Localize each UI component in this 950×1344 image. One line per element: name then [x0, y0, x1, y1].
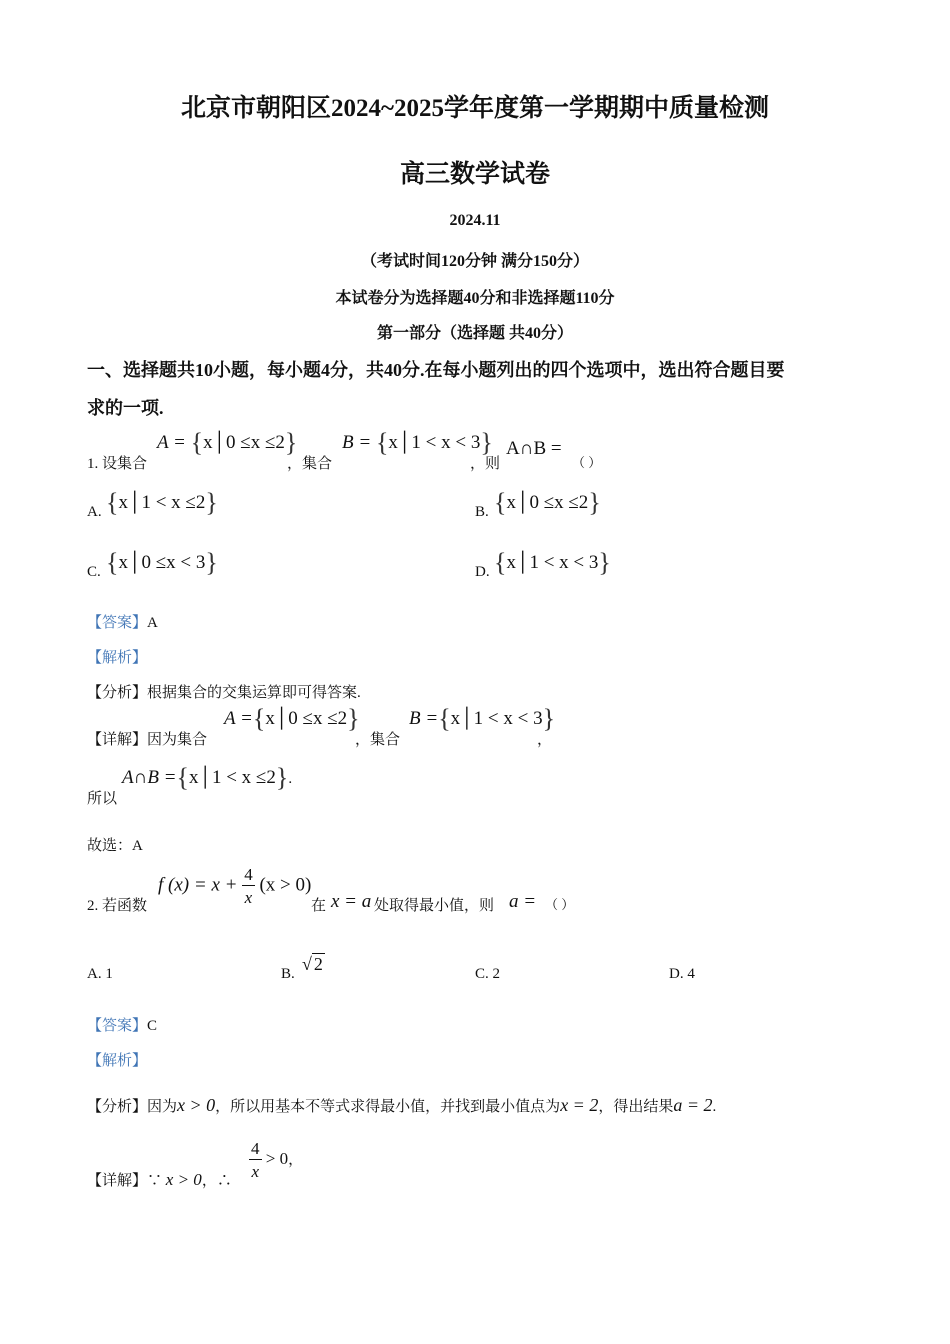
q2-option-b-value: 2: [313, 954, 323, 974]
q2-detail-end: ，: [288, 1151, 304, 1168]
q2-option-b-label: B.: [281, 966, 295, 982]
q1-set-b-body: x│1 < x < 3: [388, 432, 481, 453]
q1-option-a-body: x│1 < x ≤2: [118, 492, 206, 513]
score-info: 本试卷分为选择题40分和非选择题110分: [335, 290, 615, 307]
brace-close-icon: }: [480, 428, 493, 457]
q1-detail-set-b-body: x│1 < x < 3: [450, 708, 543, 729]
document-title: 北京市朝阳区2024~2025学年度第一学期期中质量检测: [180, 95, 769, 122]
q2-detail-fraction: [249, 1140, 262, 1180]
detail-tag: 【详解】: [87, 732, 148, 748]
brace-open-icon: {: [438, 704, 451, 733]
brace-close-icon: }: [205, 488, 218, 517]
q1-option-b: [494, 488, 601, 518]
q2-detail-frac-num: 4: [251, 1139, 260, 1158]
q2-mid: 在: [311, 898, 327, 914]
section-heading-line2: 求的一项.: [87, 398, 164, 418]
q1-detail-prefix: [87, 728, 207, 749]
brace-close-icon: }: [284, 428, 298, 457]
brace-open-icon: {: [106, 548, 119, 577]
brace-open-icon: {: [190, 428, 204, 457]
q2-option-d-value: 4: [687, 966, 695, 982]
sqrt-icon: √: [302, 954, 312, 974]
brace-open-icon: {: [176, 763, 189, 792]
q2-fenxi-c: ，得出结果: [598, 1099, 674, 1115]
q2-detail: [87, 1169, 232, 1190]
q1-detail-mid: ，集合: [355, 732, 401, 748]
q2-option-d-label: D.: [669, 966, 688, 982]
q1-mid2: ，则: [470, 456, 501, 472]
q1-set-a-lhs: A =: [157, 432, 186, 453]
q1-detail-prefix-text: 因为集合: [147, 732, 208, 748]
q1-ask: A∩B =: [506, 438, 562, 459]
brace-close-icon: }: [205, 548, 218, 577]
analysis-tag: 【解析】: [87, 650, 148, 666]
q1-so-body: x│1 < x ≤2: [189, 767, 276, 788]
q1-detail-set-b: [409, 704, 555, 734]
q1-conclusion: 故选：A: [87, 838, 143, 854]
q2-at-text: x = a: [331, 891, 372, 912]
analysis-tag: 【解析】: [87, 1053, 148, 1069]
q2-answer: C: [147, 1018, 158, 1034]
q2-answer-row: [87, 1014, 157, 1035]
q1-fenxi-text: 根据集合的交集运算即可得答案.: [147, 685, 361, 701]
q1-detail-set-b-lhs: B =: [409, 708, 439, 729]
brace-close-icon: }: [275, 763, 289, 792]
detail-tag: 【详解】: [87, 1173, 148, 1189]
q1-mid1: ，集合: [287, 456, 333, 472]
q2-frac-den: x: [244, 888, 253, 907]
q2-detail-frac-expr: [249, 1140, 303, 1180]
q2-detail-m1: x > 0: [165, 1170, 202, 1189]
exam-date: 2024.11: [449, 212, 501, 229]
q2-fenxi-m2: x = 2: [560, 1095, 599, 1115]
fenxi-tag: 【分析】: [87, 1099, 148, 1115]
q1-so-lhs: A∩B =: [122, 767, 177, 788]
q1-option-b-body: x│0 ≤x ≤2: [506, 492, 589, 513]
q1-option-c-body: x│0 ≤x < 3: [118, 552, 206, 573]
q1-detail-set-a-lhs: A =: [224, 708, 253, 729]
q1-prefix: 1. 设集合: [87, 456, 148, 472]
q2-ask: [509, 891, 536, 913]
section-heading-line1: 一、选择题共10小题，每小题4分，共40分.在每小题列出的四个选项中，选出符合题目要: [87, 360, 785, 380]
q1-set-a-body: x│0 ≤x ≤2: [203, 432, 285, 453]
q1-set-b-lhs: B =: [342, 432, 372, 453]
q2-option-a-value: 1: [105, 966, 113, 982]
q2-fenxi-b: ，所以用基本不等式求得最小值，并找到最小值点为: [215, 1099, 561, 1115]
brace-open-icon: {: [494, 548, 507, 577]
answer-tag: 【答案】: [87, 1018, 148, 1034]
q2-option-c: [475, 966, 500, 983]
brace-close-icon: }: [598, 548, 611, 577]
part-title: 第一部分（选择题 共40分）: [376, 325, 573, 342]
q2-fraction: [242, 866, 255, 906]
q1-set-a: [157, 428, 297, 458]
q2-function: [158, 866, 311, 906]
q1-option-c: [106, 548, 218, 578]
q1-option-c-label: C.: [87, 564, 101, 580]
q2-option-a-label: A.: [87, 966, 106, 982]
brace-open-icon: {: [375, 428, 389, 457]
document-subtitle: 高三数学试卷: [399, 161, 550, 188]
q2-option-c-label: C.: [475, 966, 493, 982]
q2-tail: 处取得最小值，则: [374, 898, 495, 914]
q2-fenxi-m3: a = 2: [673, 1095, 713, 1115]
brace-open-icon: {: [494, 488, 507, 517]
q1-detail-set-a-body: x│0 ≤x ≤2: [265, 708, 348, 729]
q1-option-d-body: x│1 < x < 3: [506, 552, 599, 573]
q2-option-d: [669, 966, 695, 983]
q1-paren: （ ）: [572, 455, 602, 470]
exam-info: （考试时间120分钟 满分150分）: [360, 253, 589, 270]
q1-so-expr: [122, 763, 292, 793]
q2-fenxi: [87, 1095, 716, 1116]
brace-open-icon: {: [252, 704, 266, 733]
q2-paren: （ ）: [545, 897, 575, 912]
q1-answer-row: [87, 611, 158, 632]
therefore-icon: ∴: [216, 1173, 232, 1189]
q2-fenxi-d: .: [712, 1099, 717, 1115]
q1-so-prefix: 所以: [87, 791, 118, 807]
q2-at: [331, 891, 371, 913]
brace-close-icon: }: [542, 704, 556, 733]
fenxi-tag: 【分析】: [87, 685, 148, 701]
q1-option-d: [494, 548, 611, 578]
q1-answer: A: [147, 615, 158, 631]
q2-detail-gt: > 0: [265, 1148, 289, 1168]
q2-option-c-value: 2: [492, 966, 501, 982]
brace-close-icon: }: [588, 488, 601, 517]
q1-option-a: [106, 488, 218, 518]
q2-frac-num: 4: [244, 865, 253, 884]
because-icon: ∵: [147, 1173, 163, 1189]
q2-func-lhs: f (x) = x +: [158, 874, 238, 896]
q1-option-a-label: A.: [87, 504, 102, 520]
q1-option-d-label: D.: [475, 564, 490, 580]
q2-detail-comma: ，: [201, 1173, 217, 1189]
q1-detail-end: ，: [537, 732, 553, 748]
q2-ask-text: a =: [509, 891, 537, 912]
q1-option-b-label: B.: [475, 504, 489, 520]
q2-func-cond: (x > 0): [259, 874, 312, 896]
brace-open-icon: {: [106, 488, 119, 517]
q2-option-b: [281, 966, 295, 983]
q2-fenxi-a: 因为: [147, 1099, 178, 1115]
answer-tag: 【答案】: [87, 615, 148, 631]
q1-so-end: .: [288, 771, 293, 787]
brace-close-icon: }: [347, 704, 360, 733]
q2-option-a: [87, 966, 113, 983]
q2-fenxi-m1: x > 0: [177, 1095, 216, 1115]
q2-detail-frac-den: x: [251, 1162, 260, 1181]
q1-detail-set-a: [224, 704, 360, 734]
q1-fenxi: [87, 681, 361, 702]
q2-option-b-sqrt: [302, 954, 325, 975]
q2-prefix: 2. 若函数: [87, 898, 148, 914]
